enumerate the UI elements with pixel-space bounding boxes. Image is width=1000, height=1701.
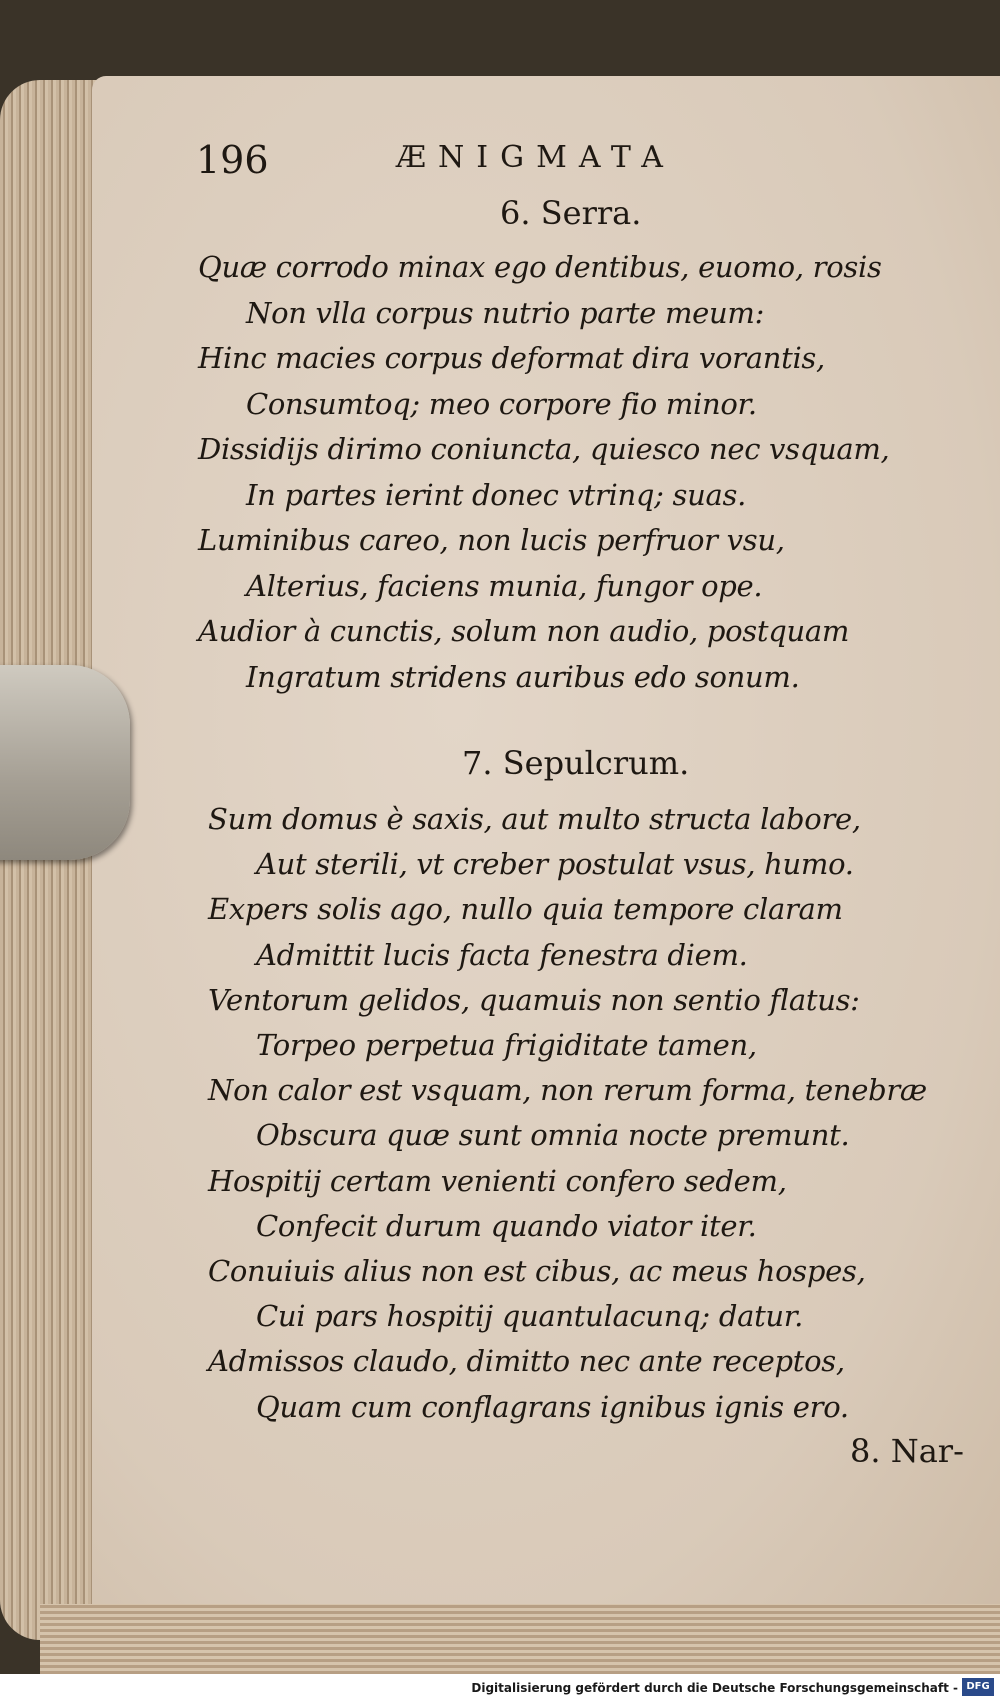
verse-line: Hospitij certam venienti confero sedem, — [208, 1163, 787, 1198]
verse-line: Confecit durum quando viator iter. — [256, 1208, 757, 1243]
verse-line: Audior à cunctis, solum non audio, postquam — [198, 614, 850, 648]
page-clip — [0, 665, 130, 860]
verse-line: Torpeo perpetua frigiditate tamen, — [256, 1028, 757, 1062]
verse-line: Expers solis ago, nullo quia tempore claram — [208, 892, 843, 927]
verse-line: Consumtoq; meo corpore fio minor. — [246, 386, 757, 421]
verse-line: Sum domus è saxis, aut multo structa labore, — [208, 802, 861, 836]
bottom-page-edges — [40, 1604, 1000, 1674]
verse-line: Conuiuis alius non est cibus, ac meus hospes, — [208, 1254, 866, 1288]
dfg-logo: DFG — [962, 1678, 994, 1696]
poem-heading-serra: 6. Serra. — [500, 194, 642, 232]
digitization-footer — [0, 1674, 1000, 1701]
verse-line: Non calor est vsquam, non rerum forma, tenebræ — [208, 1073, 927, 1108]
page-number: 196 — [196, 138, 269, 182]
verse-line: Quæ corrodo minax ego dentibus, euomo, rosis — [198, 250, 882, 284]
verse-line: Admittit lucis facta fenestra diem. — [256, 937, 748, 972]
poem-heading-sepulcrum: 7. Sepulcrum. — [462, 744, 690, 782]
verse-line: Hinc macies corpus deformat dira vorantis, — [198, 341, 825, 375]
funding-notice: Digitalisierung gefördert durch die Deutsche Forschungsgemeinschaft - — [471, 1681, 958, 1695]
catchword: 8. Nar- — [850, 1432, 964, 1470]
verse-line: Admissos claudo, dimitto nec ante receptos, — [208, 1344, 845, 1379]
verse-line: Cui pars hospitij quantulacunq; datur. — [256, 1299, 804, 1334]
verse-line: Alterius, faciens munia, fungor ope. — [246, 568, 763, 603]
verse-line: Ingratum stridens auribus edo sonum. — [246, 659, 800, 694]
verse-line: Quam cum conflagrans ignibus ignis ero. — [256, 1389, 849, 1424]
verse-line: Dissidijs dirimo coniuncta, quiesco nec vsquam, — [198, 432, 890, 466]
verse-line: Luminibus careo, non lucis perfruor vsu, — [198, 523, 785, 557]
running-head: ÆNIGMATA — [396, 140, 675, 175]
verse-line: Aut sterili, vt creber postulat vsus, humo. — [256, 847, 854, 882]
verse-line: Ventorum gelidos, quamuis non sentio flatus: — [208, 982, 860, 1017]
verse-line: Non vlla corpus nutrio parte meum: — [246, 295, 765, 330]
verse-line: Obscura quæ sunt omnia nocte premunt. — [256, 1118, 850, 1153]
verse-line: In partes ierint donec vtrinq; suas. — [246, 477, 746, 512]
